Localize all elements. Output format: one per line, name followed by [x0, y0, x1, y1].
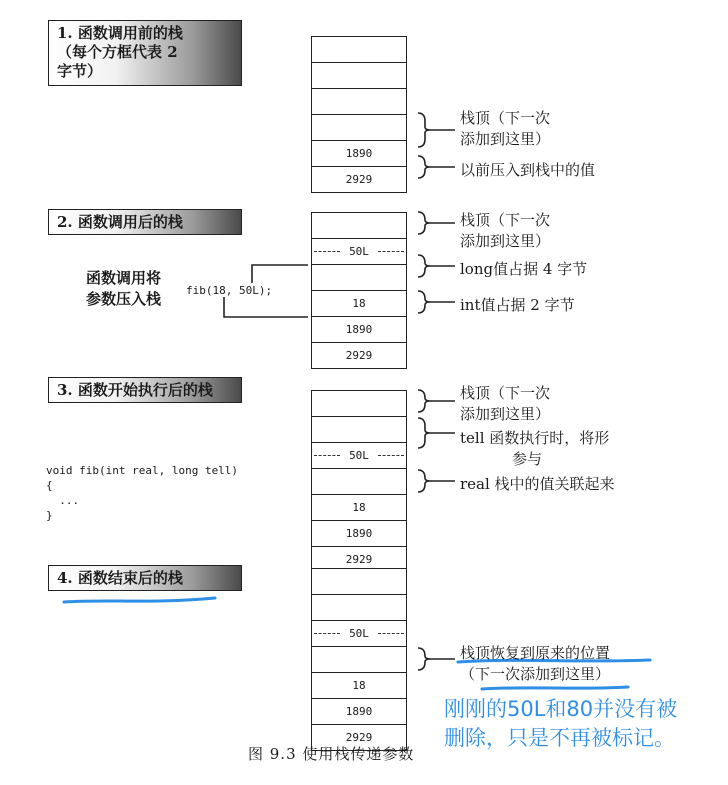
annotation-prev-values: 以前压入到栈中的值: [460, 161, 596, 179]
stack-cell-2929: 2929: [312, 167, 406, 193]
highlight-underline: [482, 687, 628, 689]
code-call: fib(18, 50L);: [186, 284, 273, 297]
connector-line: [224, 297, 308, 317]
annotation-tell: tell 函数执行时，将形 参与: [460, 429, 610, 468]
stack-cell-empty: [312, 417, 406, 443]
stack-cell-empty: [312, 469, 406, 495]
stack-cell-empty: [312, 89, 406, 115]
stack-1: [311, 36, 407, 193]
annotation-stack-top: 栈顶（下一次 添加到这里）: [460, 384, 551, 423]
brace: [418, 156, 455, 178]
stack-cell-1890: 1890: [312, 141, 406, 167]
brace: [418, 291, 455, 313]
section-title-2: 2. 函数调用后的栈: [48, 209, 242, 235]
stack-cell-2929: 2929: [312, 547, 406, 573]
section-title-1: 1. 函数调用前的栈 （每个方框代表 2 字节）: [48, 20, 242, 86]
stack-cell-empty: [312, 63, 406, 89]
stack-cell-empty: [312, 595, 406, 621]
section-title-3: 3. 函数开始执行后的栈: [48, 377, 242, 403]
connector-line: [252, 265, 308, 283]
stack-cell-50l: 50L: [312, 443, 406, 469]
annotation-restored: 栈顶恢复到原来的位置 （下一次添加到这里）: [460, 644, 611, 683]
annotation-stack-top: 栈顶（下一次 添加到这里）: [460, 211, 551, 250]
brace: [418, 390, 455, 412]
stack-cell-50l: 50L: [312, 239, 406, 265]
brace: [418, 212, 455, 234]
stack-cell-2929: 2929: [312, 725, 406, 751]
stack-cell-2929: 2929: [312, 343, 406, 369]
stack-cell-18: 18: [312, 673, 406, 699]
highlight-underline: [64, 598, 215, 602]
stack-cell-1890: 1890: [312, 521, 406, 547]
stack-cell-1890: 1890: [312, 317, 406, 343]
annotation-int-bytes: int值占据 2 字节: [460, 296, 575, 314]
stack-cell-50l: 50L: [312, 621, 406, 647]
stack-cell-empty: [312, 37, 406, 63]
stack-4: [311, 568, 407, 751]
brace: [418, 255, 455, 277]
brace: [418, 113, 455, 147]
section-title-4: 4. 函数结束后的栈: [48, 565, 242, 591]
stack-cell-18: 18: [312, 291, 406, 317]
stack-cell-empty: [312, 569, 406, 595]
handwritten-note: 刚刚的50L和80并没有被 删除，只是不再被标记。: [444, 697, 678, 750]
stack-cell-empty: [312, 391, 406, 417]
push-label: 函数调用将 参数压入栈: [86, 269, 162, 308]
stack-cell-empty: [312, 213, 406, 239]
brace: [418, 418, 455, 448]
stack-cell-1890: 1890: [312, 699, 406, 725]
brace: [418, 648, 455, 670]
stack-3: [311, 390, 407, 573]
annotation-real: real 栈中的值关联起来: [460, 475, 615, 493]
brace: [418, 470, 455, 492]
stack-2: [311, 212, 407, 369]
stack-cell-empty: [312, 265, 406, 291]
figure-caption: 图 9.3 使用栈传递参数: [248, 745, 415, 763]
annotation-long-bytes: long值占据 4 字节: [460, 260, 588, 278]
stack-cell-18: 18: [312, 495, 406, 521]
annotation-stack-top: 栈顶（下一次 添加到这里）: [460, 109, 551, 148]
code-function: void fib(int real, long tell) { ... }: [46, 464, 239, 522]
stack-cell-empty: [312, 115, 406, 141]
stack-cell-empty: [312, 647, 406, 673]
